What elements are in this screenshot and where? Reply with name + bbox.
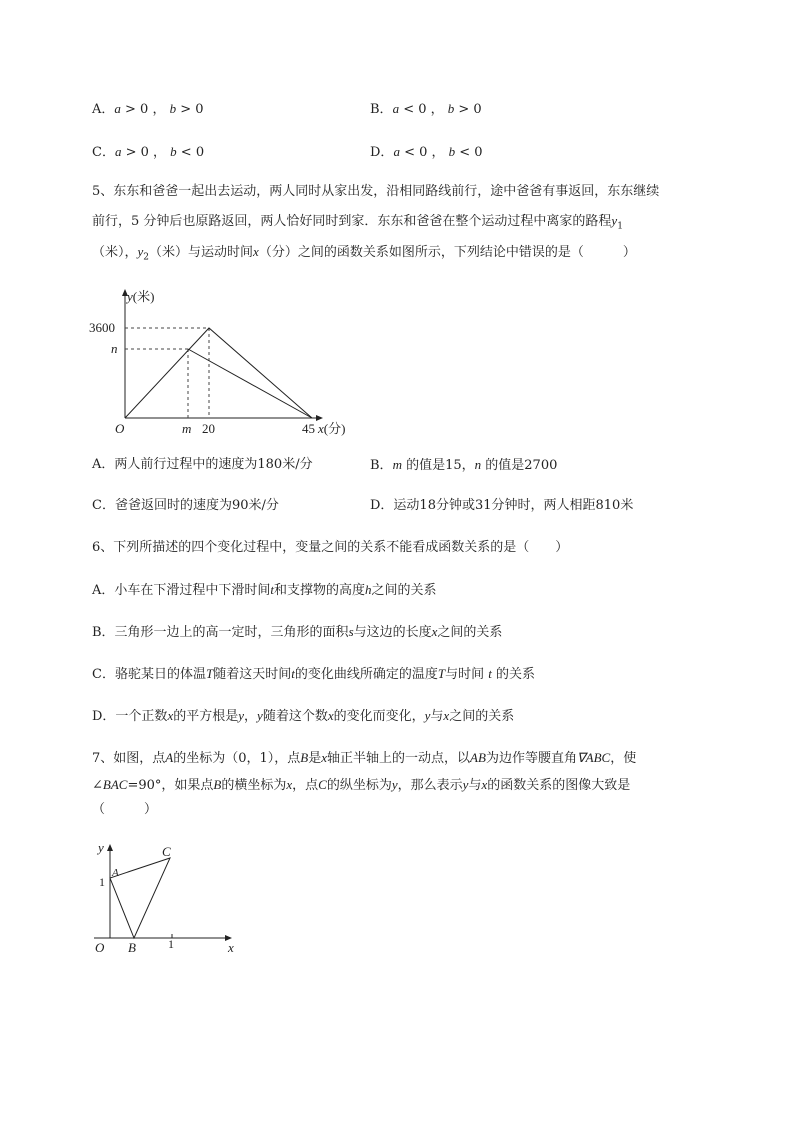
label-b: B [128, 940, 136, 955]
q5-option-d: D．运动18分钟或31分钟时，两人相距810米 [370, 498, 634, 513]
q6-stem: 6、下列所描述的四个变化过程中，变量之间的关系不能看成函数关系的是（ ） [92, 540, 569, 555]
q5-stem-line1: 5、东东和爸爸一起出去运动，两人同时从家出发，沿相同路线前行，途中爸爸有事返回，东东继续 [92, 184, 660, 199]
q5-graph [85, 285, 365, 440]
dad-line [188, 349, 312, 418]
q6-option-a: A．小车在下滑过程中下滑时间t和支撑物的高度h之间的关系 [92, 582, 437, 598]
q7-stem-line2: ∠BAC=90°，如果点B的横坐标为x，点C的纵坐标为y，那么表示y与x的函数关系的图像大致是 [92, 777, 631, 793]
tick-x-1-label: 1 [168, 937, 174, 951]
tick-m: m [182, 421, 192, 436]
y-axis-label: y [98, 840, 104, 855]
q5-option-c: C．爸爸返回时的速度为90米/分 [92, 498, 279, 513]
label-c: C [162, 844, 171, 859]
tick-45: 45 [302, 421, 315, 436]
tick-3600: 3600 [89, 320, 115, 335]
tick-y-1: 1 [99, 875, 105, 889]
dongdong-line [125, 328, 312, 418]
q6-option-d: D．一个正数x的平方根是y，y随着这个数x的变化而变化，y与x之间的关系 [92, 708, 515, 724]
q4-option-d: D．a < 0 ， b < 0 [370, 144, 483, 160]
x-axis-label: x(分) [318, 421, 346, 436]
q6-option-b: B．三角形一边上的高一定时，三角形的面积s与这边的长度x之间的关系 [92, 624, 503, 640]
q7-stem-line3: （ ） [92, 802, 158, 817]
y-axis-arrow [107, 844, 113, 851]
y-axis-label: y(米) [127, 289, 155, 304]
q5-option-a: A．两人前行过程中的速度为180米/分 [92, 457, 313, 472]
q5-option-b: B．m 的值是15，n 的值是2700 [370, 457, 558, 473]
q4-option-a: A．a > 0 ， b > 0 [92, 101, 204, 117]
q7-stem-line1: 7、如图，点A的坐标为（0，1），点B是x轴正半轴上的一动点，以AB为边作等腰直角∇ABC，使 [92, 750, 637, 766]
q5-stem-line2: 前行，5 分钟后也原路返回，两人恰好同时到家．东东和爸爸在整个运动过程中离家的路程$y_1$ [92, 213, 623, 232]
origin-label: O [95, 940, 105, 955]
label-a: A [112, 867, 119, 879]
origin-label: O [115, 421, 125, 436]
q7-figure [88, 838, 248, 958]
x-axis-label: x [228, 940, 234, 955]
q5-stem-line3: （米），$y_2$（米）与运动时间x（分）之间的函数关系如图所示，下列结论中错误的是（ ） [92, 244, 636, 263]
q6-option-c: C．骆驼某日的体温T随着这天时间t的变化曲线所确定的温度T与时间 t 的关系 [92, 666, 535, 682]
tick-20: 20 [202, 421, 215, 436]
q4-option-c: C．a > 0 ， b < 0 [92, 144, 205, 160]
triangle-abc [110, 858, 170, 938]
tick-n: n [111, 341, 118, 356]
q4-option-b: B．a < 0 ， b > 0 [370, 101, 482, 117]
